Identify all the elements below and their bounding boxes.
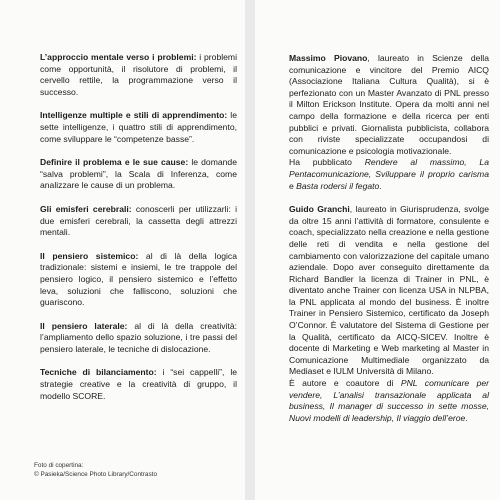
section-text: al di là della creatività: l’ampliamento dello spazio soluzione, i tre passi del pensiero laterale, le tecniche di dislocazione. (40, 320, 237, 354)
book-titles: PNL comunicare per vendere, L’analisi transazionale applicata al business, Il manager di successo in sette mosse, Nuovi modelli di leadership, Il viaggio dell’eroe (289, 378, 489, 423)
author-bio-piovano (289, 53, 489, 157)
section-text: i problemi come opportunità, il risolutore di problemi, il cervello rettile, la programmazione verso il successo. (40, 52, 237, 97)
section-define-problem (40, 157, 237, 192)
section-multiple-intelligences (40, 110, 237, 145)
author-bio-text: , laureato in Giurisprudenza, svolge da oltre 15 anni l’attività di formatore, consulente e coach, specializzato nella creazione e nella gestione delle reti di vendita e nella gestione del cambiamento con valorizzazione del capitale umano aziendale. Dopo aver conseguito direttamente da Richard Bandler la licenza di Trainer in PNL, è diventato anche Trainer con licenza USA in NLPBA, la PNL applicata al mondo del business. È inoltre Trainer in Pensiero Sistemico, certificato da Joseph O’Connor. È valutatore del Sistema di Gestione per la Qualità, certificato da AICQ-SICEV. Inoltre è docente di Marketing e Web marketing al Master in Comunicazione Multimediale organizzato da Mediaset e IULM Università di Milano. (289, 204, 489, 377)
section-brain-hemispheres (40, 204, 237, 239)
section-title: Il pensiero laterale: (40, 320, 128, 331)
section-title: Definire il problema e le sue cause: (40, 157, 189, 168)
section-mental-approach (40, 52, 237, 98)
section-systemic-thinking (40, 251, 237, 309)
section-title: Il pensiero sistemico: (40, 250, 139, 261)
author-bio-text: , laureato in Scienze della comunicazione e vincitore del Premio AICQ (Associazione Italiana Cultura Qualità), si è perfezionato con un Master Avanzato di PNL presso il Milton Erickson Institute. Opera da molti anni nel campo della formazione e della ricerca per enti pubblici e privati. Giornalista pubblicista, collabora con riviste specializzate occupandosi di comunicazione e psicologia motivazionale. (289, 53, 489, 156)
publications-end: . (379, 180, 382, 191)
photo-credits (34, 461, 157, 479)
section-text: le domande “salva problemi”, la Scala di Inferenza, come analizzare le cause di un problema. (40, 157, 237, 191)
author-name: Massimo Piovano (289, 53, 368, 63)
section-balancing-techniques (40, 367, 237, 402)
book-titles: Rendere al massimo, La Pentacomunicazione, Sviluppare il proprio carisma (289, 157, 489, 179)
publications-intro: È autore e coautore di (289, 378, 401, 389)
section-lateral-thinking (40, 321, 237, 356)
author-name: Guido Granchi (289, 204, 350, 215)
credits-label: Foto di copertina: (34, 462, 84, 469)
section-title: Gli emisferi cerebrali: (40, 203, 132, 214)
author-bio-granchi (289, 204, 489, 378)
section-title: Intelligenze multiple e stili di apprendimento: (40, 110, 228, 121)
book-title-last: Basta rodersi il fegato (296, 180, 380, 191)
book-contents-column (40, 52, 237, 414)
publications-intro: Ha pubblicato (289, 157, 365, 168)
section-text: conoscerli per utilizzarli: i due emisferi cerebrali, la cassetta degli attrezzi mentali. (40, 203, 237, 238)
section-title: Tecniche di bilanciamento: (40, 367, 157, 378)
section-text: al di là della logica tradizionale: sistemi e insiemi, le tre trappole del pensiero logico, il pensiero sistemico e l’effetto leva, soluzioni che falliscono, soluzioni che guariscono. (40, 250, 237, 308)
section-text: le sette intelligenze, i quattro stili di apprendimento, come sviluppare le “competenze basse”. (40, 110, 237, 144)
author-bios-column (289, 53, 489, 424)
section-text: i “sei cappelli”, le strategie creative e la creatività di gruppo, il modello SCORE. (40, 367, 238, 401)
publications-end: . (465, 412, 468, 423)
publications-granchi (289, 378, 489, 424)
credits-source: © Pasieka/Science Photo Library/Contrasto (34, 471, 157, 478)
right-page (255, 0, 500, 500)
publications-piovano (289, 157, 489, 192)
section-title: L’approccio mentale verso i problemi: (40, 52, 197, 62)
left-page (0, 0, 245, 500)
publications-join: e (289, 180, 297, 191)
